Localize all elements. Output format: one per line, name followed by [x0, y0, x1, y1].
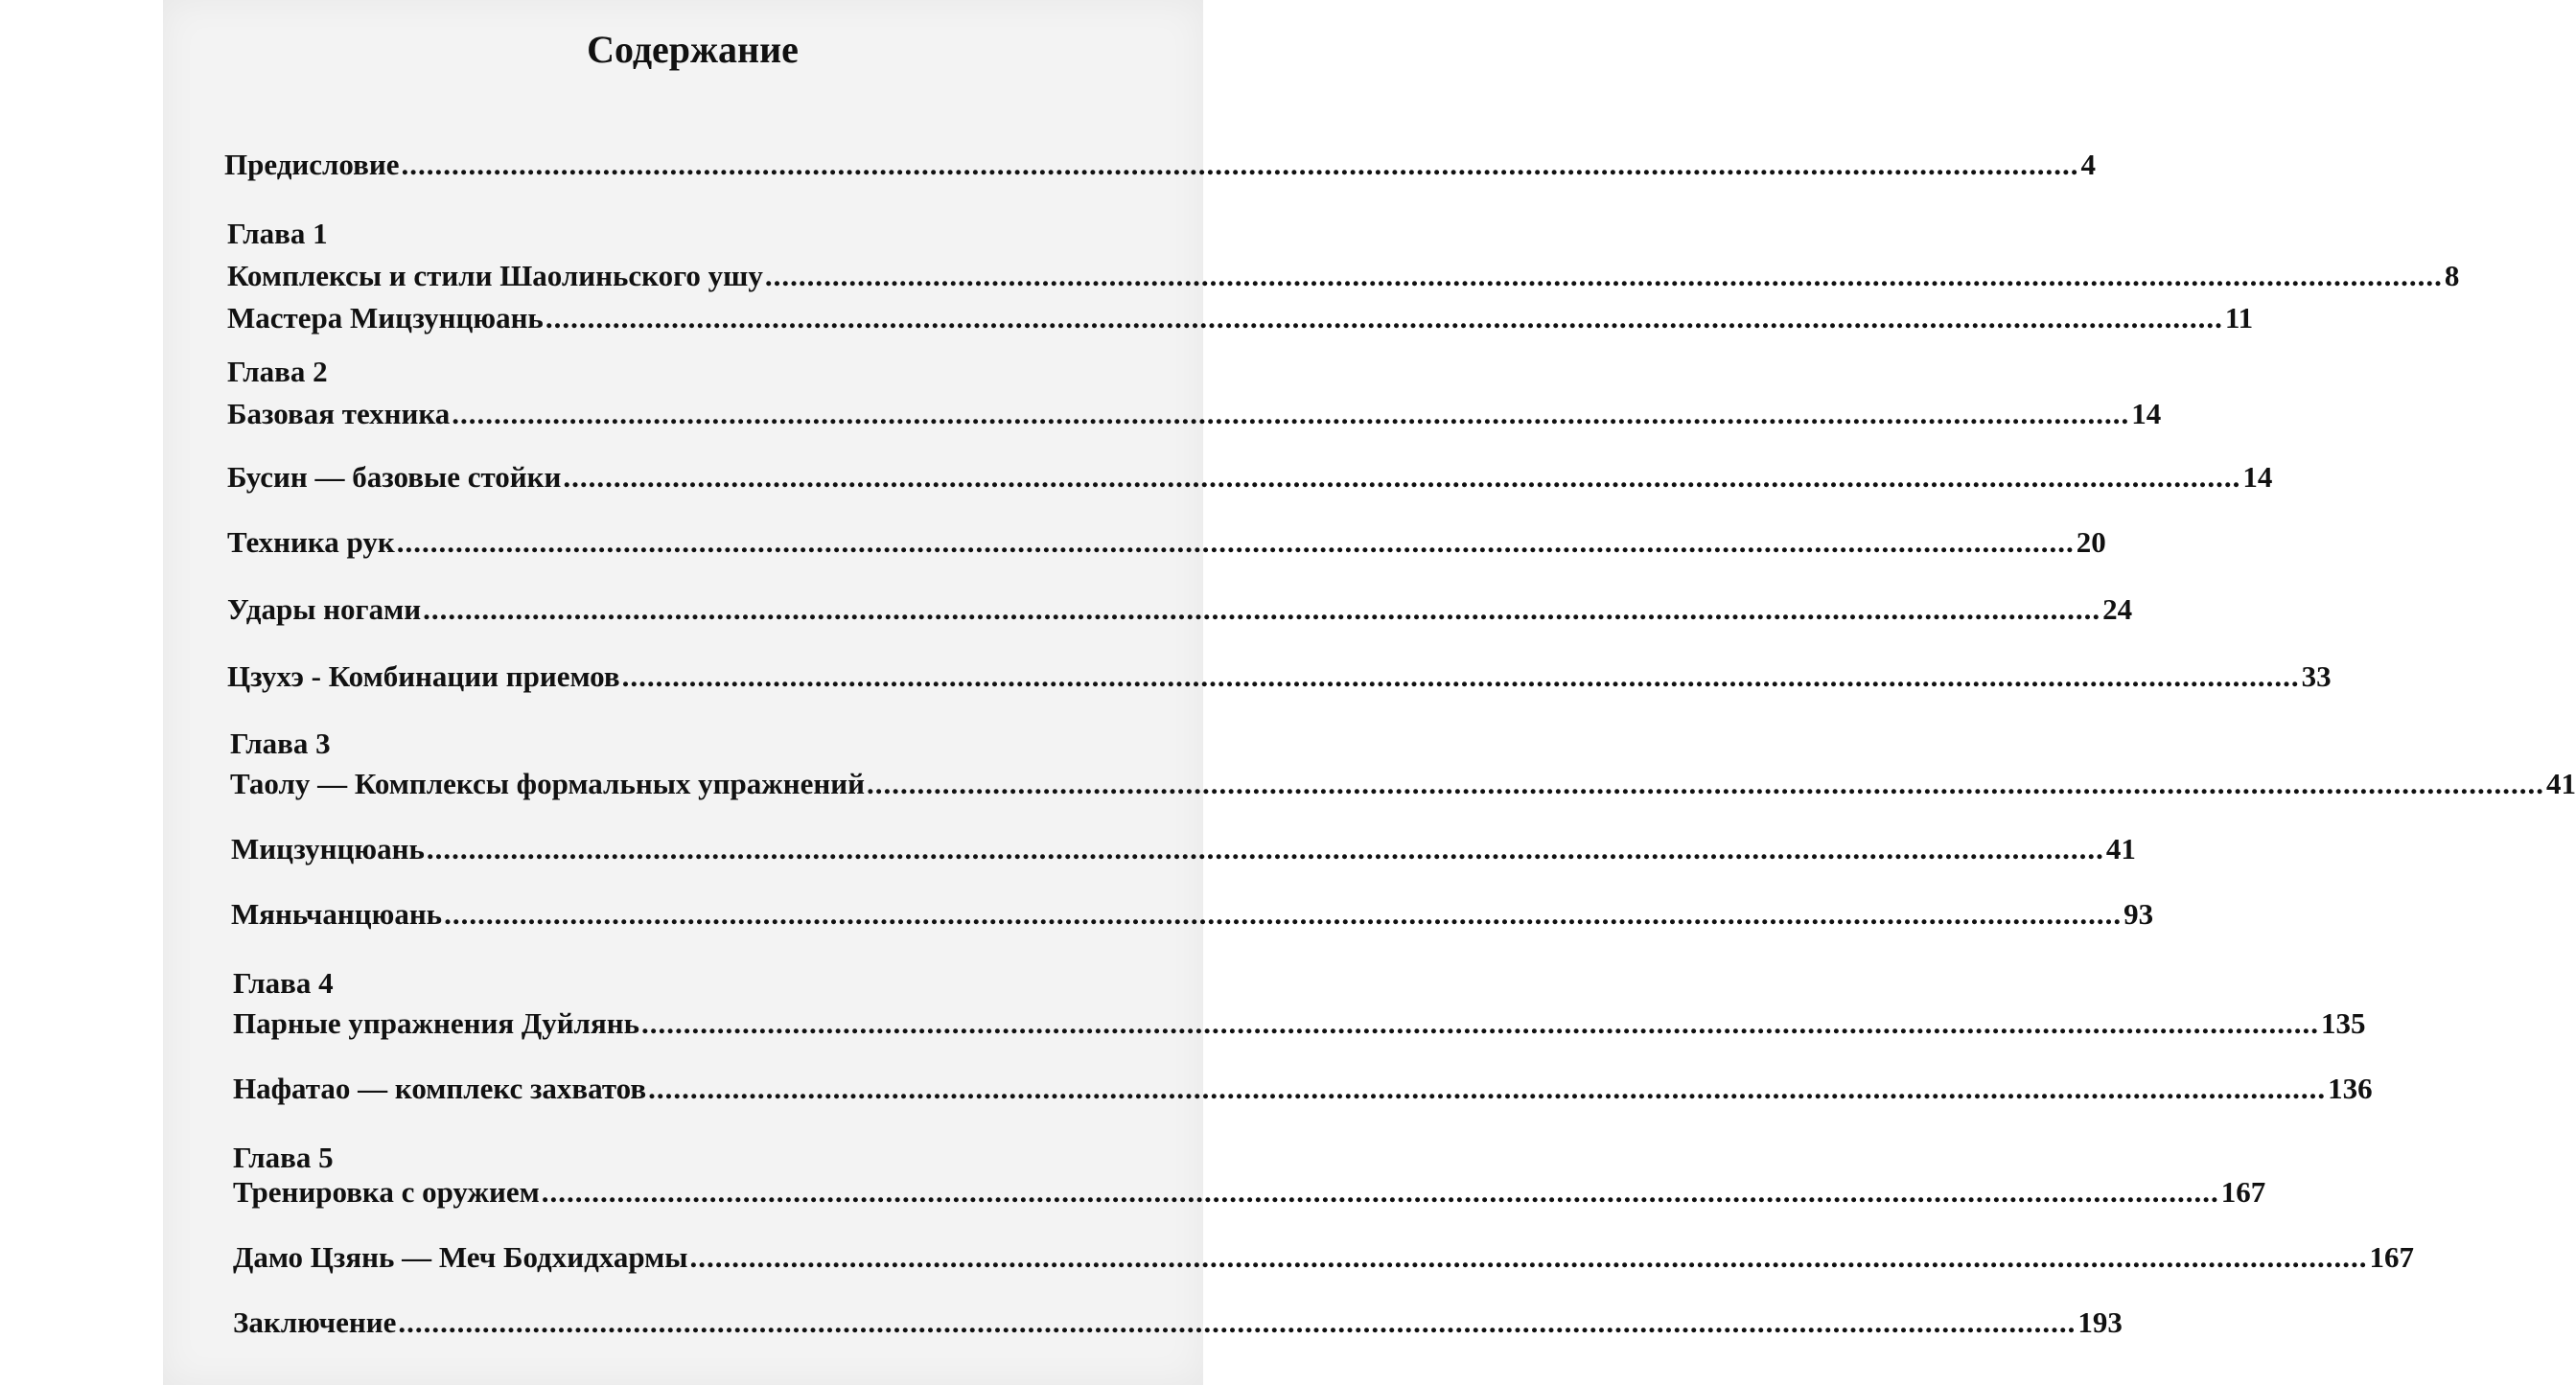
toc-entry-label: Базовая техника [227, 397, 451, 430]
toc-entry-label: Бусин — базовые стойки [227, 460, 562, 494]
leader-dots: ........................................................................................................................................................................................................ [444, 897, 2123, 931]
toc-entry-page: 136 [2328, 1072, 2373, 1105]
toc-entry-page: 33 [2301, 659, 2332, 693]
leader-dots: ........................................................................................................................................................................................................ [866, 767, 2544, 800]
leader-dots: ........................................................................................................................................................................................................ [640, 1006, 2319, 1040]
toc-entry-label: Заключение [233, 1305, 397, 1339]
leader-dots: ........................................................................................................................................................................................................ [396, 525, 2075, 559]
toc-entry [230, 767, 2576, 807]
leader-dots: ........................................................................................................................................................................................................ [398, 1305, 2077, 1339]
chapter-heading: Глава 2 [227, 355, 328, 388]
toc-entry-page: 4 [2080, 148, 2096, 181]
toc-entry-label: Таолу — Комплексы формальных упражнений [230, 767, 865, 800]
toc-entry [233, 1072, 2373, 1112]
toc-entry-page: 93 [2123, 897, 2154, 931]
toc-entry [227, 592, 2133, 633]
chapter-heading: Глава 1 [227, 217, 328, 250]
toc-entry-label: Мастера Мицзунцюань [227, 301, 544, 335]
leader-dots: ........................................................................................................................................................................................................ [648, 1072, 2327, 1105]
toc-entry-page: 8 [2444, 259, 2460, 292]
toc-entry-page: 41 [2545, 767, 2576, 800]
toc-entry-page: 11 [2224, 301, 2254, 335]
toc-entry-label: Удары ногами [227, 592, 422, 626]
toc-entry [227, 259, 2460, 299]
toc-entry [233, 1240, 2414, 1281]
toc-entry-page: 14 [2242, 460, 2273, 494]
leader-dots: ........................................................................................................................................................................................................ [563, 460, 2241, 494]
page-title: Содержание [587, 28, 799, 71]
leader-dots: ........................................................................................................................................................................................................ [452, 397, 2130, 430]
toc-entry-label: Техника рук [227, 525, 395, 559]
leader-dots: ........................................................................................................................................................................................................ [621, 659, 2300, 693]
toc-entry-label: Мяньчанцюань [231, 897, 443, 931]
toc-entry [224, 148, 2096, 188]
toc-entry [231, 832, 2136, 872]
toc-entry [227, 460, 2273, 500]
toc-entry-label: Мицзунцюань [231, 832, 425, 866]
leader-dots: ........................................................................................................................................................................................................ [423, 592, 2101, 626]
toc-entry [233, 1175, 2266, 1215]
leader-dots: ........................................................................................................................................................................................................ [689, 1240, 2368, 1274]
toc-entry-label: Предисловие [224, 148, 400, 181]
chapter-heading: Глава 3 [230, 727, 331, 760]
toc-entry-label: Комплексы и стили Шаолиньского ушу [227, 259, 763, 292]
toc-entry-label: Нафатао — комплекс захватов [233, 1072, 647, 1105]
toc-entry [227, 301, 2254, 341]
toc-entry-label: Цзухэ - Комбинации приемов [227, 659, 620, 693]
toc-entry [233, 1305, 2123, 1346]
toc-entry-page: 20 [2076, 525, 2106, 559]
leader-dots: ........................................................................................................................................................................................................ [545, 301, 2223, 335]
toc-entry [227, 397, 2162, 437]
toc-entry [227, 525, 2106, 566]
toc-entry-page: 167 [2369, 1240, 2414, 1274]
leader-dots: ........................................................................................................................................................................................................ [541, 1175, 2219, 1209]
chapter-heading: Глава 4 [233, 966, 334, 1000]
toc-entry-label: Парные упражнения Дуйлянь [233, 1006, 639, 1040]
toc-entry-page: 24 [2102, 592, 2133, 626]
toc-entry-page: 41 [2105, 832, 2136, 866]
toc-entry-page: 167 [2220, 1175, 2266, 1209]
toc-entry [227, 659, 2332, 700]
toc-entry-label: Дамо Цзянь — Меч Бодхидхармы [233, 1240, 688, 1274]
toc-entry [231, 897, 2154, 937]
toc-entry-label: Тренировка с оружием [233, 1175, 540, 1209]
toc-entry [233, 1006, 2366, 1047]
leader-dots: ........................................................................................................................................................................................................ [764, 259, 2443, 292]
toc-entry-page: 135 [2320, 1006, 2366, 1040]
toc-entry-page: 14 [2131, 397, 2162, 430]
leader-dots: ........................................................................................................................................................................................................ [401, 148, 2079, 181]
toc-entry-page: 193 [2077, 1305, 2123, 1339]
leader-dots: ........................................................................................................................................................................................................ [426, 832, 2104, 866]
chapter-heading: Глава 5 [233, 1141, 334, 1174]
